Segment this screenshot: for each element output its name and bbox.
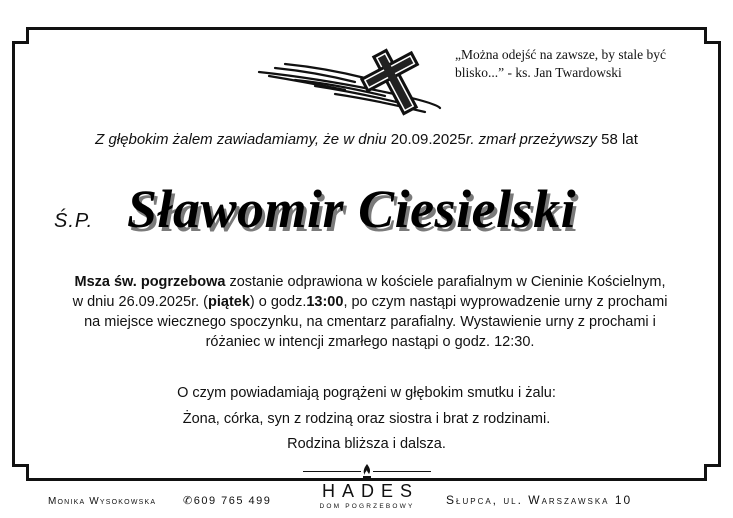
funeral-text: ) o godz.	[249, 294, 307, 310]
quote-line: „Można odejść na zawsze, by stale być	[455, 47, 667, 62]
age: 58 lat	[601, 131, 638, 148]
closing-line: O czym powiadamiają pogrążeni w głębokim smutku i żalu:	[177, 385, 556, 401]
announcement	[0, 131, 733, 148]
flame-icon	[361, 463, 373, 479]
funeral-weekday: piątek	[208, 294, 250, 310]
sp-prefix: Ś.P.	[54, 210, 94, 232]
contact-phone: ✆609 765 499	[183, 495, 272, 507]
deceased-name: Sławomir Ciesielski	[127, 179, 577, 239]
funeral-text: zostanie odprawiona w kościele parafialnym w Cieninie Kościelnym, w dniu 26.09.2025r. (	[72, 274, 666, 310]
address: Słupca, ul. Warszawska 10	[446, 493, 633, 507]
quote-line: blisko...” - ks. Jan Twardowski	[455, 65, 622, 80]
frame-corner	[12, 27, 29, 44]
quote	[455, 46, 695, 82]
announcement-mid: r. zmarł przeżywszy	[465, 131, 597, 148]
death-date: 20.09.2025	[390, 131, 466, 148]
mass-label: Msza św. pogrzebowa	[74, 274, 226, 290]
announcement-prefix: Z głębokim żalem zawiadamiamy, że w dniu	[95, 131, 387, 148]
funeral-info	[70, 272, 670, 352]
funeral-text: , po czym nastąpi wyprowadzenie urny z prochami na miejsce wiecznego spoczynku, na cmentarz parafialny. Wystawienie urny z prochami i różaniec w intencji zmarłego nastąpi o godz. 12:30.	[84, 294, 668, 350]
frame-corner	[704, 27, 721, 44]
frame-corner	[12, 464, 29, 481]
contact-name: Monika Wysokowska	[48, 496, 157, 507]
logo-divider	[303, 471, 361, 472]
funeral-time: 13:00	[306, 294, 344, 310]
brand-logo: HADES	[321, 481, 419, 501]
brand-subtitle: DOM POGRZEBOWY	[319, 503, 415, 510]
closing-line: Żona, córka, syn z rodziną oraz siostra i brat z rodzinami.	[182, 411, 551, 427]
closing-line: Rodzina bliższa i dalsza.	[287, 436, 446, 452]
frame-corner	[704, 464, 721, 481]
logo-divider	[373, 471, 431, 472]
cross-icon	[255, 42, 445, 118]
